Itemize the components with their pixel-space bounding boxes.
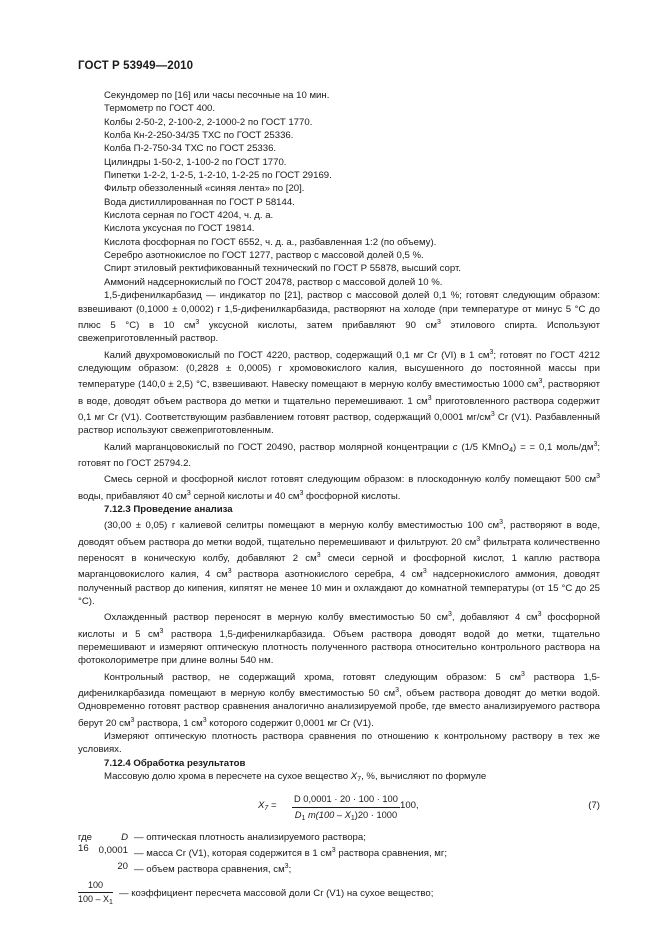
paragraph-smes-kislot: Смесь серной и фосфорной кислот готовят следующим образом: в плоскодонную колбу помещают 500 $см^3$ воды, прибавляют 40 $см^3$ серной кислоты и 40 $см^3$ фосфорной кислоты. xyxy=(78,473,600,502)
section-heading-7-12-3: 7.12.3 Проведение анализа xyxy=(104,503,233,515)
formula-tail: 100, xyxy=(400,799,419,811)
formula-lhs: $X_7$ = xyxy=(258,799,277,812)
definition-d: где D — оптическая плотность анализируемого раствора; xyxy=(78,831,366,843)
variable-definitions xyxy=(78,831,600,910)
paragraph-difenilkarbazid: 1,5-дифенилкарбазид — индикатор по [21], раствор с массовой долей 0,1 %; готовят следующим образом: взвешивают (0,1000 ± 0,0002) г 1,5-дифенилкарбазида, растворяют на холоде (при температуре от минус 5 °С до плюс 5 °С) в 10 $см^3$ уксусной кислоты, затем прибавляют 90 $см^3$ этилового спирта. Используют свежеприготовленный раствор. xyxy=(78,290,600,345)
definition-volume: 20 — объем раствора сравнения, $см^3$; xyxy=(117,861,292,876)
reagent-item: Аммоний надсернокислый по ГОСТ 20478, раствор с массовой долей 10 %. xyxy=(104,276,443,288)
document-body xyxy=(78,89,600,909)
paragraph-kalii-permanganat: Калий марганцовокислый по ГОСТ 20490, раствор молярной концентрации c (1/5 KMnO$_4$) = = 0,1 моль/$дм^3$; готовят по ГОСТ 25794.2. xyxy=(78,440,601,469)
paragraph-izmeryayut: Измеряют оптическую плотность раствора сравнения по отношению к контрольному раствору в тех же условиях. xyxy=(78,731,600,756)
reagent-item: Кислота серная по ГОСТ 4204, ч. д. а. xyxy=(104,210,274,222)
page-header: ГОСТ Р 53949—2010 xyxy=(78,60,194,72)
page-number: 16 xyxy=(78,843,89,854)
reagent-item: Пипетки 1-2-2, 1-2-5, 1-2-10, 1-2-25 по ГОСТ 29169. xyxy=(104,170,332,182)
reagent-item: Серебро азотнокислое по ГОСТ 1277, раствор с массовой долей 0,5 %. xyxy=(104,250,424,262)
reagent-item: Кислота фосфорная по ГОСТ 6552, ч. д. а., разбавленная 1:2 (по объему). xyxy=(104,236,437,248)
formula-numerator: D 0,0001 · 20 · 100 · 100 xyxy=(292,793,400,808)
reagent-item: Спирт этиловый ректификованный технический по ГОСТ Р 55878, высший сорт. xyxy=(104,263,461,275)
paragraph-kalii-dihromat: Калий двухромовокислый по ГОСТ 4220, раствор, содержащий 0,1 мг Cr (VI) в 1 $см^3$; готовят по ГОСТ 4212 следующим образом: (0,2828 ± 0,0005) г хромовокислого калия, высушенного до постоянной массы при температуре (140,0 ± 2,5) °С, взвешивают. Навеску помещают в мерную колбу вместимостью 1000 $см^3$, растворяют в воде, доводят объем раствора до метки и тщательно перемешивают. 1 $см^3$ приготовленного раствора содержит 0,1 мг Cr (V1). Соответствующим разбавлением готовят раствор, содержащий 0,0001 $мг/см^3$ Cr (V1). Разбавленный раствор используют свежеприготовленным. xyxy=(78,348,600,437)
paragraph-ohlazhdennyi: Охлажденный раствор переносят в мерную колбу вместимостью 50 $см^3$, добавляют 4 $см^3$ фосфорной кислоты и 5 $см^3$ раствора 1,5-дифенилкарбазида. Объем раствора доводят водой до метки, тщательно перемешивают и измеряют оптическую плотность полученного раствора относительно контрольного раствора на фотоколориметре при длине волны 540 нм. xyxy=(78,611,601,667)
reagent-item: Секундомер по [16] или часы песочные на 10 мин. xyxy=(104,90,330,101)
formula-7 xyxy=(78,791,600,831)
section-heading-7-12-4: 7.12.4 Обработка результатов xyxy=(104,757,246,769)
paragraph-kontrolnyi: Контрольный раствор, не содержащий хрома, готовят следующим образом: 5 $см^3$ раствора 1,5-дифенилкарбазида помещают в мерную колбу вместимостью 50 $см^3$, объем раствора доводят до метки водой. Одновременно готовят раствор сравнения аналогично анализируемой пробе, где вместо анализируемого раствора берут 20 $см^3$ раствора, 1 $см^3$ которого содержит 0,0001 мг Cr (V1). xyxy=(78,670,600,729)
definition-coefficient: 100 $100 - X_1$ — коэффициент пересчета массовой доли Cr (V1) на сухое вещество; xyxy=(78,879,600,910)
reagent-list xyxy=(78,89,600,289)
coefficient-fraction: 100 $100 - X_1$ xyxy=(78,879,113,906)
reagent-item: Фильтр обеззоленный «синяя лента» по [20]. xyxy=(104,183,305,195)
reagent-item: Кислота уксусная по ГОСТ 19814. xyxy=(104,223,255,235)
reagent-item: Колба Кн-2-250-34/35 ТХС по ГОСТ 25336. xyxy=(104,130,294,142)
paragraph-massovuyu-dolyu: Массовую долю хрома в пересчете на сухое вещество $X_7$, %, вычисляют по формуле xyxy=(104,771,487,784)
reagent-item: Вода дистиллированная по ГОСТ Р 58144. xyxy=(104,196,295,208)
definition-mass: 0,0001 — масса Cr (V1), которая содержится в 1 $см^3$ раствора сравнения, мг; xyxy=(98,844,448,859)
paragraph-provedenie: (30,00 ± 0,05) г калиевой селитры помещают в мерную колбу вместимостью 100 $см^3$, растворяют в воде, доводят объем раствора до метки водой, тщательно перемешивают и фильтруют. 20 $см^3$ фильтрата количественно переносят в коническую колбу, добавляют 2 $см^3$ смеси серной и фосфорной кислот, 1 каплю раствора марганцовокислого калия, 4 $см^3$ раствора азотнокислого серебра, 4 $см^3$ надсернокислого аммония, доводят полученный раствор до кипения, кипятят не менее 10 мин и охлаждают до комнатной температуры (от 15 °С до 25 °С). xyxy=(78,519,600,608)
formula-denominator: $D_1$ $m(100 - X_1)20 \cdot 1000$ xyxy=(294,809,398,822)
formula-fraction xyxy=(292,793,400,826)
reagent-item: Термометр по ГОСТ 400. xyxy=(104,103,216,115)
reagent-item: Колбы 2-50-2, 2-100-2, 2-1000-2 по ГОСТ 1770. xyxy=(104,116,313,128)
formula-number: (7) xyxy=(588,799,600,811)
reagent-item: Колба П-2-750-34 ТХС по ГОСТ 25336. xyxy=(104,143,277,155)
reagent-item: Цилиндры 1-50-2, 1-100-2 по ГОСТ 1770. xyxy=(104,156,287,168)
